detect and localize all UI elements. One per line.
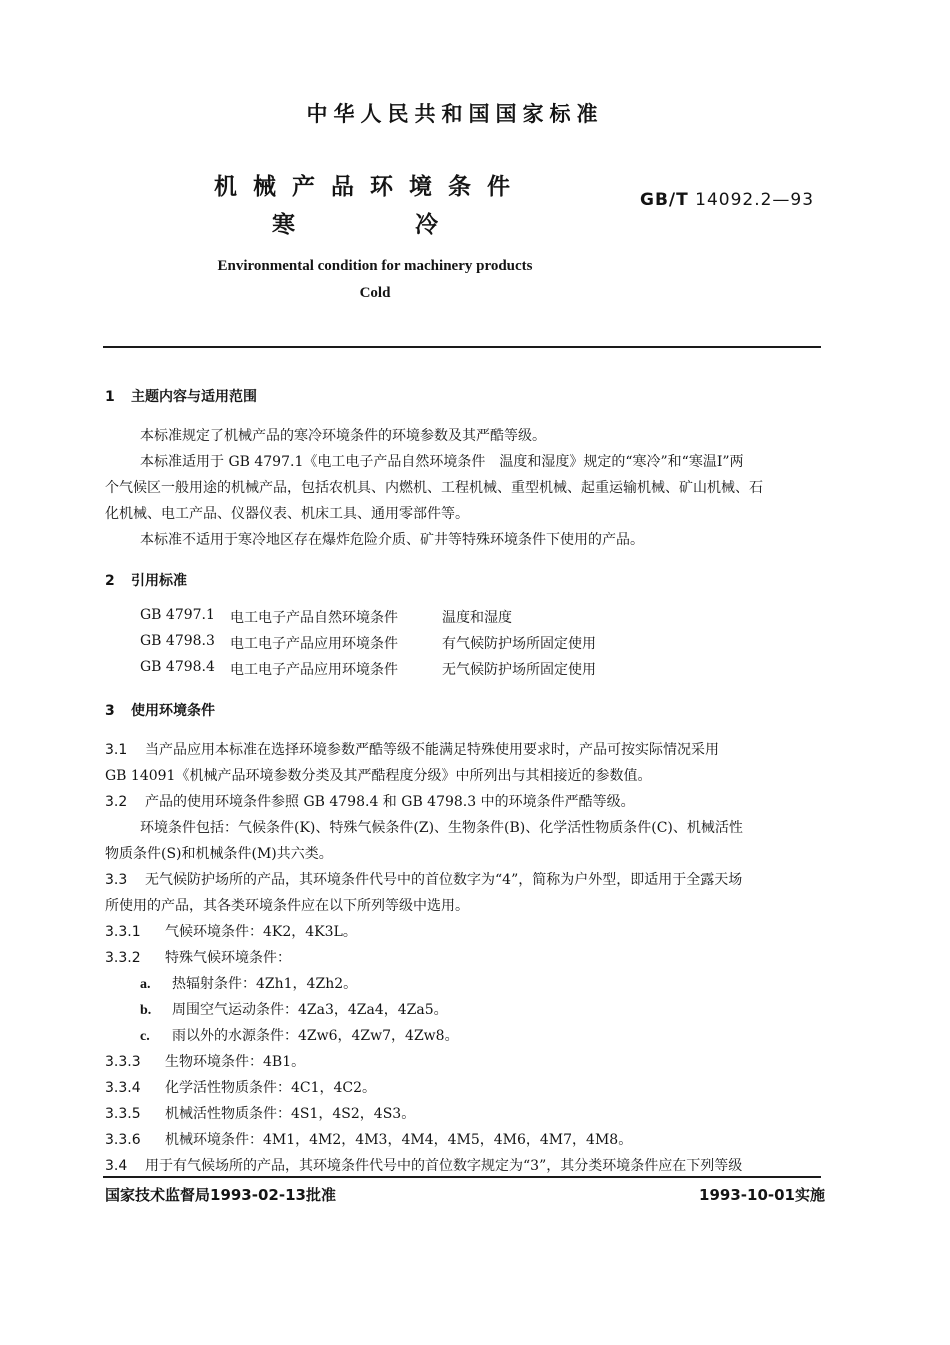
clause-3-1 (105, 739, 719, 759)
clause-text: 产品的使用环境条件参照 GB 4798.4 和 GB 4798.3 中的环境条件严酷等级。 (145, 794, 635, 810)
effective-date: 1993-10-01实施 (699, 1186, 825, 1204)
clause-3-4 (105, 1155, 742, 1175)
paragraph: 本标准不适用于寒冷地区存在爆炸危险介质、矿井等特殊环境条件下使用的产品。 (140, 532, 644, 548)
clause-continuation: GB 14091《机械产品环境参数分类及其严酷程度分级》中所列出与其相接近的参数值。 (105, 768, 652, 784)
clause-number: 3.2 (105, 794, 128, 810)
reference-code: GB 4797.1 (140, 607, 215, 623)
clause-text: 机械活性物质条件：4S1，4S2，4S3。 (165, 1106, 416, 1122)
clause-continuation: 所使用的产品，其各类环境条件应在以下所列等级中选用。 (105, 898, 469, 914)
clause-number: 3.3.2 (105, 950, 141, 966)
clause-3-3-4 (105, 1077, 376, 1097)
clause-number: 3.1 (105, 742, 128, 758)
section-title: 主题内容与适用范围 (131, 389, 257, 405)
list-item-label: a. (140, 977, 151, 992)
clause-text: 无气候防护场所的产品，其环境条件代号中的首位数字为“4”，简称为户外型，即适用于全露天场 (145, 872, 743, 888)
clause-text: 特殊气候环境条件： (165, 950, 291, 966)
clause-text: 生物环境条件：4B1。 (165, 1054, 306, 1070)
standard-code-number: 14092.2—93 (695, 190, 815, 210)
paragraph: 本标准规定了机械产品的寒冷环境条件的环境参数及其严酷等级。 (140, 428, 546, 444)
list-item-label: b. (140, 1003, 152, 1018)
section-title: 引用标准 (131, 573, 187, 589)
clause-3-3-3 (105, 1051, 305, 1071)
approval-line: 国家技术监督局1993-02-13批准 (105, 1186, 336, 1204)
list-item-text: 雨以外的水源条件：4Zw6，4Zw7，4Zw8。 (172, 1028, 459, 1044)
list-item-text: 热辐射条件：4Zh1，4Zh2。 (172, 976, 358, 992)
clause-number: 3.3.1 (105, 924, 141, 940)
standard-code (640, 190, 814, 210)
clause-number: 3.3 (105, 872, 128, 888)
national-standard-heading: 中华人民共和国国家标准 (306, 102, 604, 126)
reference-name: 电工电子产品应用环境条件 (230, 662, 398, 678)
clause-text: 机械环境条件：4M1，4M2，4M3，4M4，4M5，4M6，4M7，4M8。 (165, 1132, 633, 1148)
standard-code-prefix: GB/T (640, 190, 689, 210)
clause-3-3 (105, 869, 742, 889)
clause-3-3-2 (105, 947, 291, 967)
clause-number: 3.3.3 (105, 1054, 141, 1070)
paragraph-line: 个气候区一般用途的机械产品，包括农机具、内燃机、工程机械、重型机械、起重运输机械、矿山机械、石 (105, 480, 763, 496)
list-item-label: c. (140, 1029, 150, 1044)
document-title-zh: 机械产品环境条件 (214, 174, 526, 200)
section-2-heading (105, 570, 187, 590)
document-subtitle-en: Cold (359, 285, 391, 301)
reference-scope: 温度和湿度 (442, 610, 512, 626)
section-number: 2 (105, 573, 115, 589)
clause-3-3-5 (105, 1103, 415, 1123)
section-number: 3 (105, 703, 115, 719)
reference-code: GB 4798.3 (140, 633, 215, 649)
clause-text: 气候环境条件：4K2，4K3L。 (165, 924, 357, 940)
section-1-heading (105, 386, 257, 406)
reference-name: 电工电子产品自然环境条件 (230, 610, 398, 626)
footer-divider (103, 1176, 821, 1178)
clause-text: 化学活性物质条件：4C1，4C2。 (165, 1080, 377, 1096)
list-item (140, 1025, 459, 1045)
reference-name: 电工电子产品应用环境条件 (230, 636, 398, 652)
list-item (140, 999, 448, 1019)
paragraph-line: 本标准适用于 GB 4797.1《电工电子产品自然环境条件 温度和湿度》规定的“寒冷”和“寒温Ⅰ”两 (140, 454, 744, 470)
clause-number: 3.4 (105, 1158, 128, 1174)
clause-number: 3.3.4 (105, 1080, 141, 1096)
paragraph-line: 环境条件包括：气候条件(K)、特殊气候条件(Z)、生物条件(B)、化学活性物质条件(C)、机械活性 (140, 820, 743, 836)
paragraph-line: 物质条件(S)和机械条件(M)共六类。 (105, 846, 333, 862)
clause-number: 3.3.6 (105, 1132, 141, 1148)
clause-text: 用于有气候场所的产品，其环境条件代号中的首位数字规定为“3”，其分类环境条件应在下列等级 (145, 1158, 743, 1174)
list-item-text: 周围空气运动条件：4Za3，4Za4，4Za5。 (172, 1002, 448, 1018)
section-3-heading (105, 700, 215, 720)
document-subtitle-zh: 寒冷 (272, 212, 558, 238)
header-divider (103, 346, 821, 348)
reference-code: GB 4798.4 (140, 659, 215, 675)
clause-number: 3.3.5 (105, 1106, 141, 1122)
reference-scope: 有气候防护场所固定使用 (442, 636, 596, 652)
list-item (140, 973, 357, 993)
paragraph-line: 化机械、电工产品、仪器仪表、机床工具、通用零部件等。 (105, 506, 469, 522)
clause-3-3-1 (105, 921, 357, 941)
clause-3-2 (105, 791, 635, 811)
document-title-en: Environmental condition for machinery products (217, 258, 533, 274)
clause-text: 当产品应用本标准在选择环境参数严酷等级不能满足特殊使用要求时，产品可按实际情况采用 (145, 742, 719, 758)
clause-3-3-6 (105, 1129, 632, 1149)
section-number: 1 (105, 389, 115, 405)
section-title: 使用环境条件 (131, 703, 215, 719)
reference-scope: 无气候防护场所固定使用 (442, 662, 596, 678)
